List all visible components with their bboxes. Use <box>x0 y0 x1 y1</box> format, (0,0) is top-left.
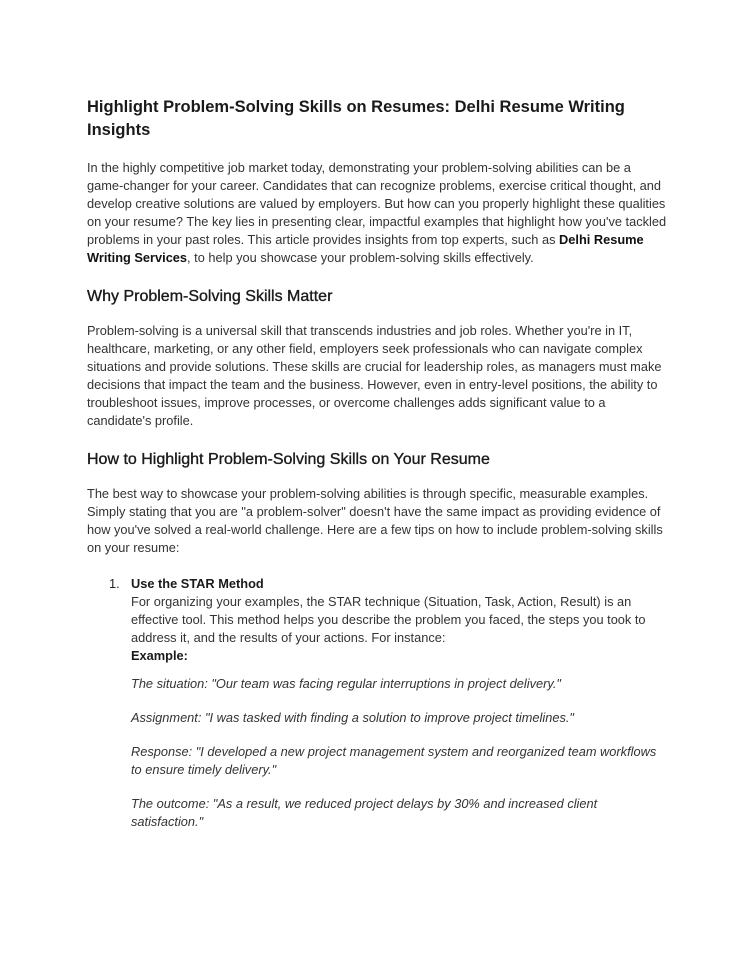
example-label: Example: <box>131 648 188 663</box>
example-outcome: The outcome: "As a result, we reduced project delays by 30% and increased client satisfaction." <box>131 796 598 829</box>
intro-paragraph <box>87 159 667 267</box>
intro-text-start: In the highly competitive job market today, demonstrating your problem-solving abilities can be a game-changer for your career. Candidates that can recognize problems, exercise critical thought, and develop creative solutions are valued by employers. But how can you properly highlight these qualities on your resume? The key lies in presenting clear, impactful examples that highlight how you've tackled problems in your past roles. This article provides insights from top experts, such as <box>87 160 667 247</box>
how-paragraph: The best way to showcase your problem-solving abilities is through specific, measurable examples. Simply stating that you are "a problem-solver" doesn't have the same impact as providing evidence of how you've solved a real-world challenge. Here are a few tips on how to include problem-solving skills on your resume: <box>87 486 663 555</box>
example-assignment: Assignment: "I was tasked with finding a solution to improve project timelines." <box>131 710 574 725</box>
list-number: 1. <box>109 576 120 591</box>
why-heading: Why Problem-Solving Skills Matter <box>87 288 333 305</box>
how-heading: How to Highlight Problem-Solving Skills on Your Resume <box>87 451 490 468</box>
example-response: Response: "I developed a new project management system and reorganized team workflows to ensure timely delivery." <box>131 744 657 777</box>
example-situation: The situation: "Our team was facing regular interruptions in project delivery." <box>131 676 561 691</box>
tip-title: Use the STAR Method <box>131 576 264 591</box>
list-item <box>87 575 667 831</box>
why-paragraph: Problem-solving is a universal skill that transcends industries and job roles. Whether you're in IT, healthcare, marketing, or any other field, employers seek professionals who can navigate complex situations and provide solutions. These skills are crucial for leadership roles, as managers must make decisions that impact the team and the business. However, even in entry-level positions, the ability to troubleshoot issues, improve processes, or overcome challenges adds significant value to a candidate's profile. <box>87 323 662 428</box>
brand-name: Delhi Resume Writing Services <box>87 232 644 265</box>
tip-description: For organizing your examples, the STAR technique (Situation, Task, Action, Result) is an effective tool. This method helps you describe the problem you faced, the steps you took to address it, and the results of your actions. For instance: <box>131 594 646 645</box>
intro-text-end: , to help you showcase your problem-solving skills effectively. <box>187 250 534 265</box>
document-page <box>87 96 667 847</box>
tips-list <box>87 575 667 831</box>
article-title: Highlight Problem-Solving Skills on Resumes: Delhi Resume Writing Insights <box>87 98 625 139</box>
